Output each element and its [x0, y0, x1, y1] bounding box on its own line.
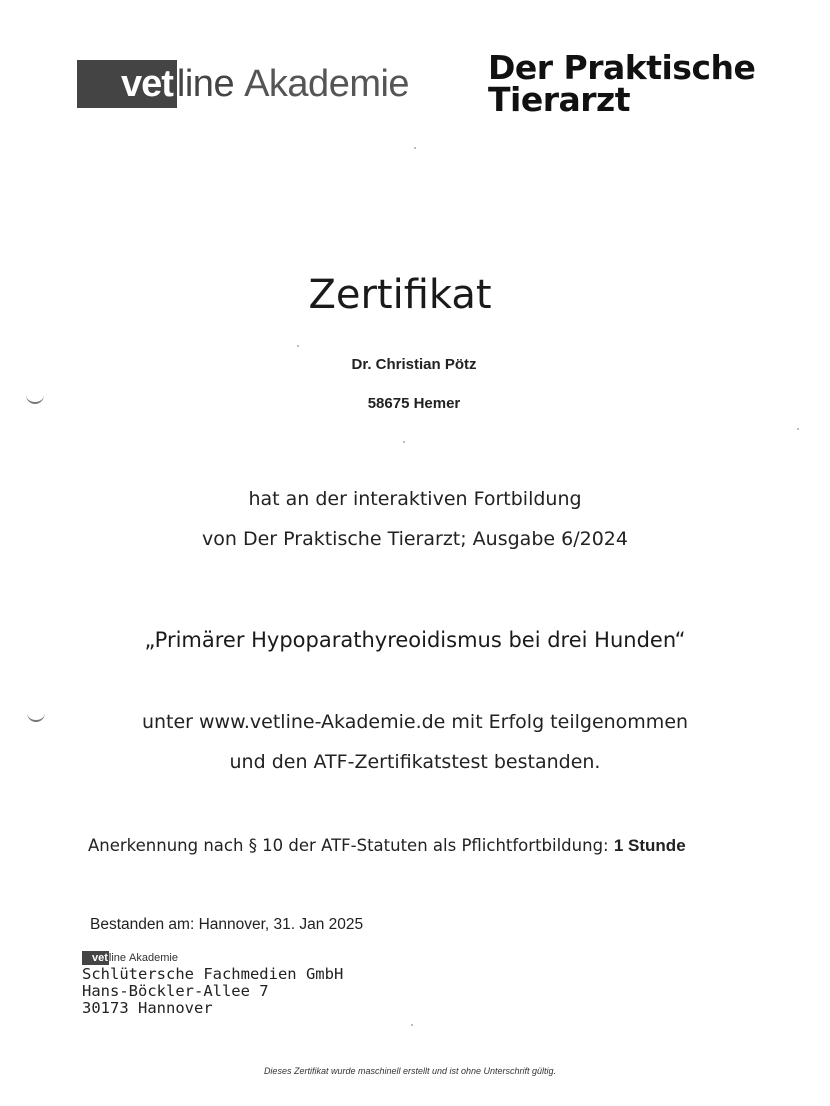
certificate-text-line4: und den ATF-Zertifikatstest bestanden.	[229, 751, 601, 773]
certificate-title: Zertifikat	[308, 272, 492, 318]
certificate-text-line2: von Der Praktische Tierarzt; Ausgabe 6/2024	[202, 528, 628, 550]
publisher-address	[82, 966, 343, 1017]
recognition-statement	[88, 836, 686, 856]
passed-date-line: Bestanden am: Hannover, 31. Jan 2025	[90, 916, 364, 933]
small-logo-akademie: Akademie	[129, 952, 178, 964]
course-title: „Primärer Hypoparathyreoidismus bei drei Hunden“	[144, 628, 686, 652]
vetline-akademie-logo	[77, 60, 409, 108]
dpt-logo-line1: Der Praktische	[488, 48, 756, 87]
certificate-text-line3: unter www.vetline-Akademie.de mit Erfolg teilgenommen	[141, 711, 689, 733]
scan-speck	[403, 441, 405, 443]
small-logo-line: line	[108, 952, 127, 964]
scan-speck	[414, 147, 416, 149]
recognition-hours: 1 Stunde	[613, 836, 686, 855]
recipient-city: 58675 Hemer	[367, 395, 461, 412]
scan-speck	[297, 345, 299, 347]
certificate-text-line1: hat an der interaktiven Fortbildung	[248, 488, 582, 510]
der-praktische-tierarzt-logo	[488, 48, 788, 119]
vetline-logo-line: line	[176, 63, 235, 105]
address-line-company: Schlütersche Fachmedien GmbH	[82, 965, 344, 983]
recognition-prefix: Anerkennung nach § 10 der ATF-Statuten als Pflichtfortbildung:	[88, 836, 609, 855]
recipient-name: Dr. Christian Pötz	[351, 356, 477, 373]
vetline-logo-vet: vet	[77, 60, 177, 108]
dpt-logo-line2: Tierarzt	[488, 80, 631, 119]
machine-generated-note: Dieses Zertifikat wurde maschinell erstellt und ist ohne Unterschrift gültig.	[263, 1066, 557, 1076]
vetline-akademie-small-logo	[82, 951, 178, 965]
small-logo-vet: vet	[82, 951, 109, 965]
scan-speck	[797, 428, 799, 430]
address-line-street: Hans-Böckler-Allee 7	[82, 982, 269, 1000]
scan-speck	[411, 1024, 413, 1026]
vetline-logo-akademie: Akademie	[244, 63, 410, 105]
address-line-city: 30173 Hannover	[82, 999, 213, 1017]
